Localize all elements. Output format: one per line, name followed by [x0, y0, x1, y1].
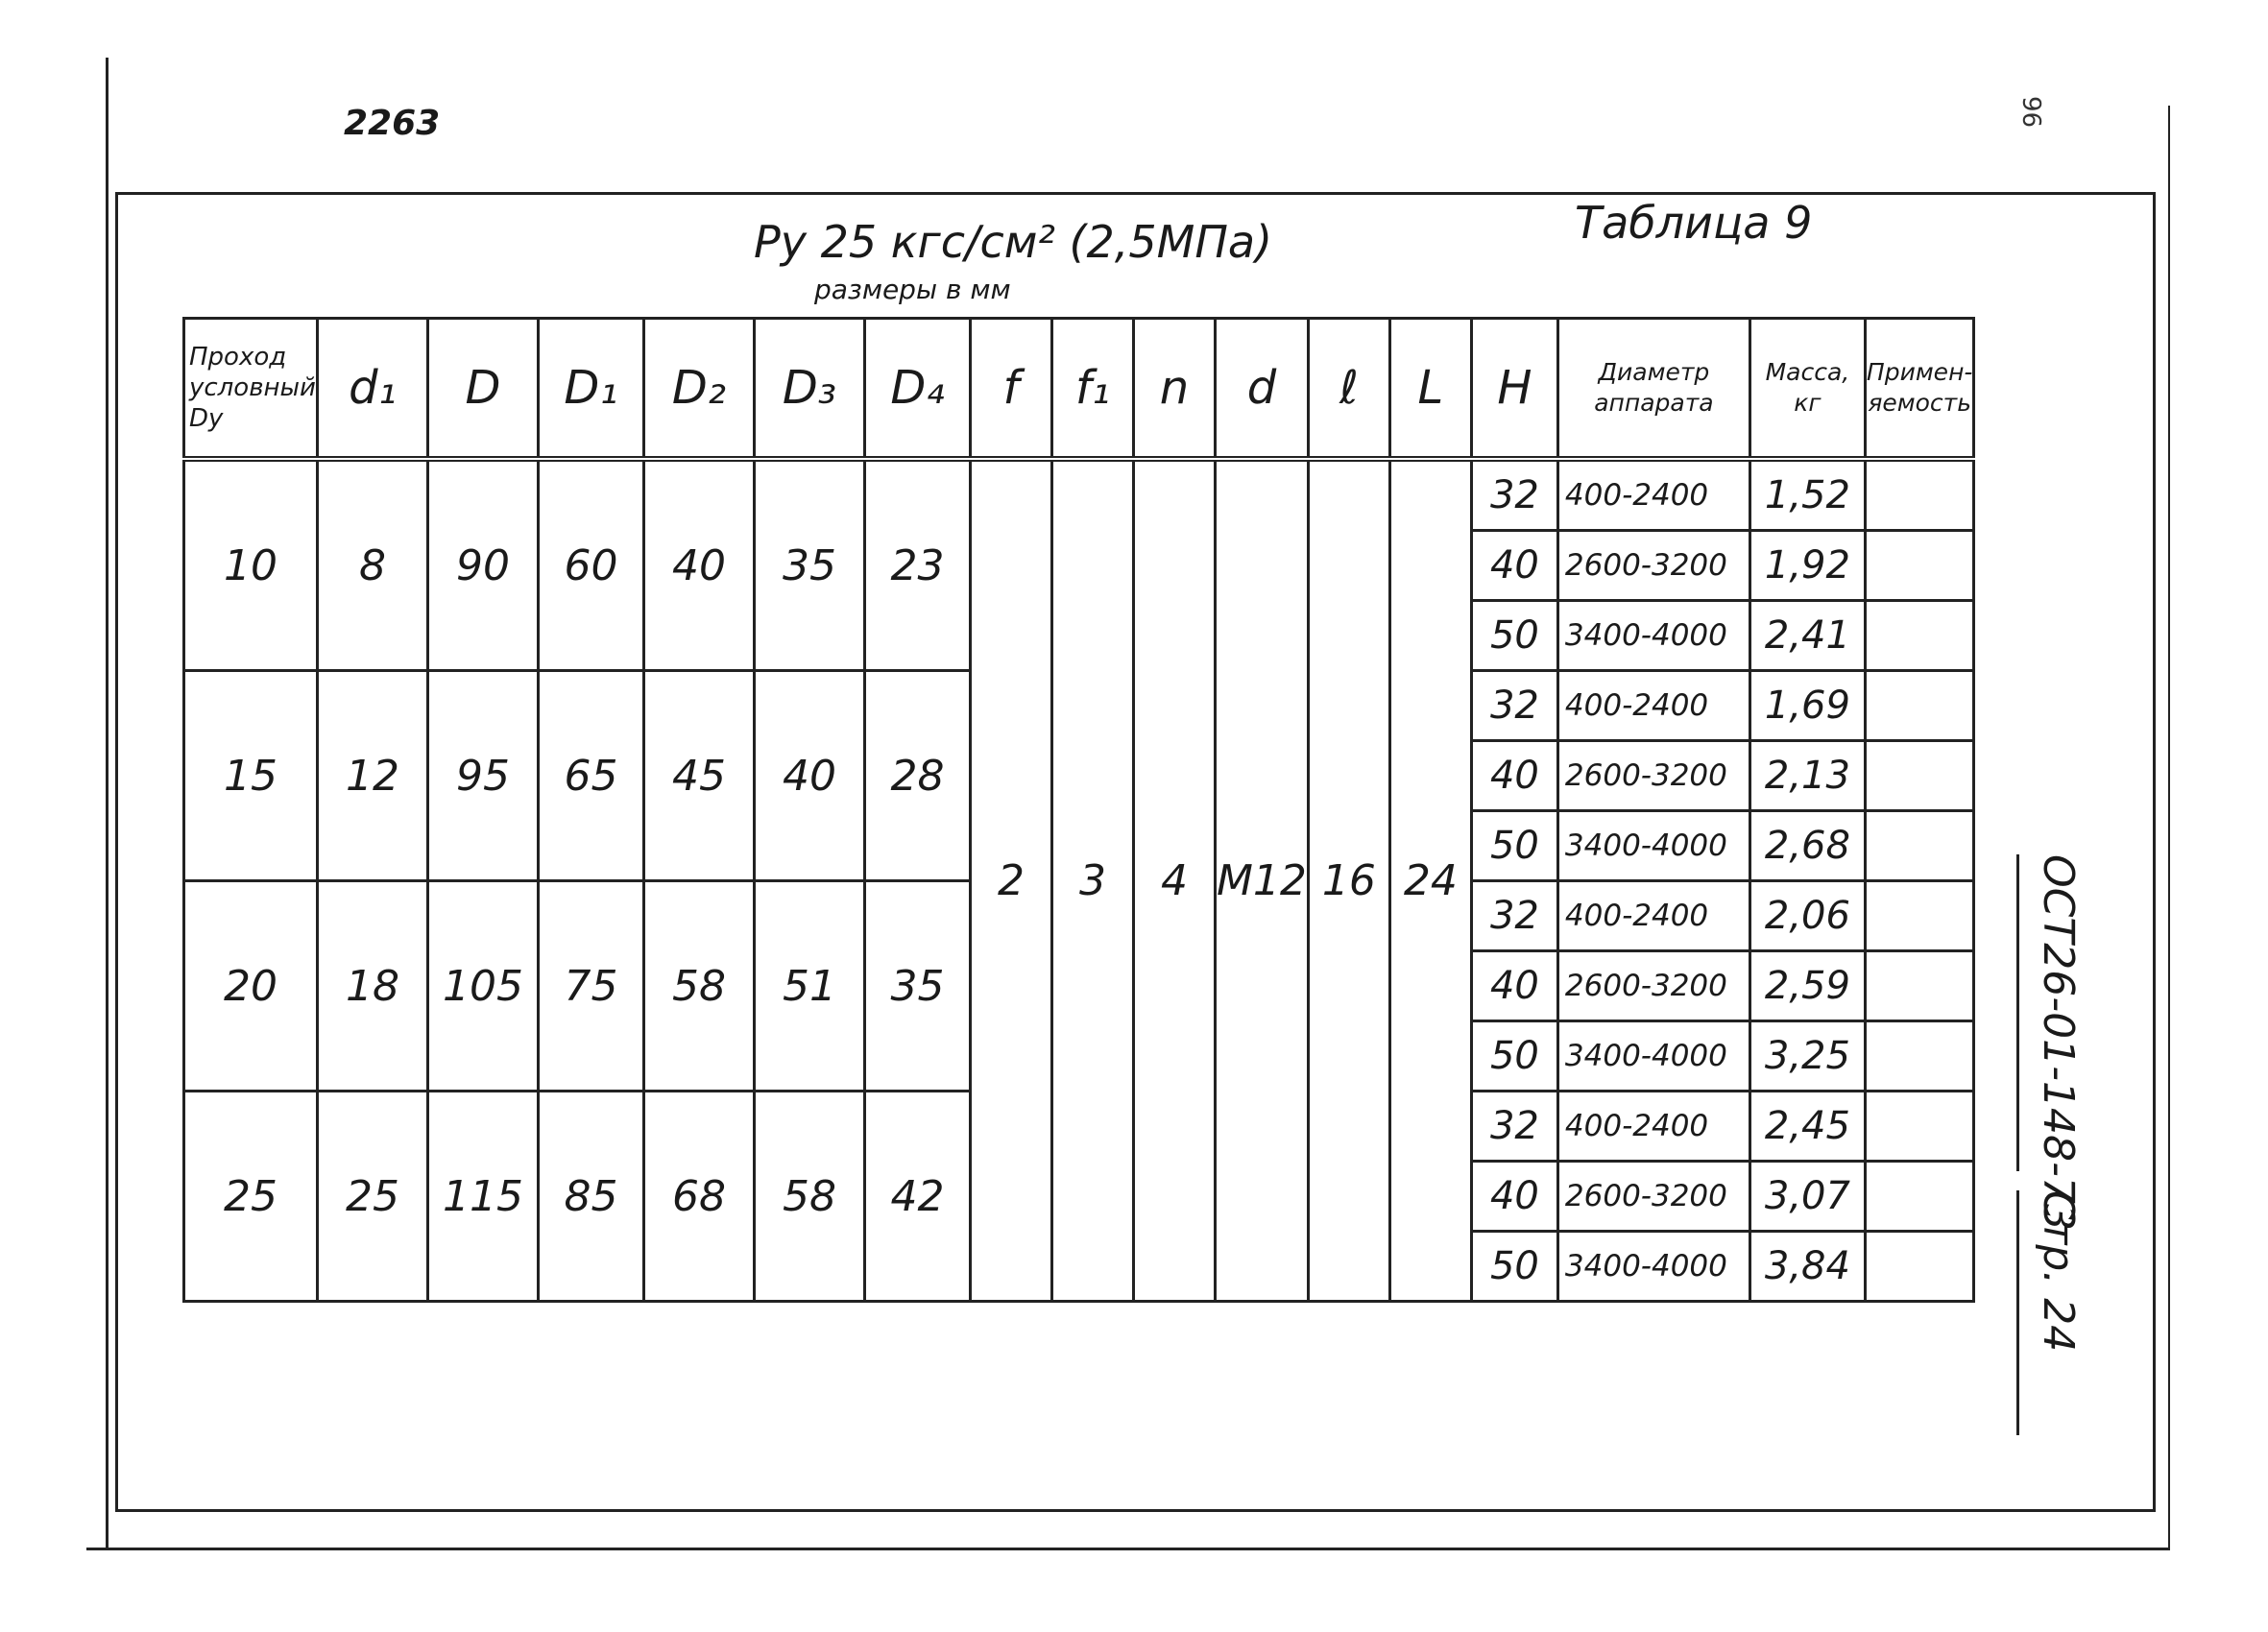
cell-D4: 35 — [864, 881, 970, 1092]
cell-D4: 42 — [864, 1092, 970, 1302]
cell-D4: 23 — [864, 459, 970, 671]
header-applicability: Применяемость — [1865, 319, 1974, 460]
cell-applicability — [1865, 1162, 1974, 1232]
cell-mass: 3,25 — [1749, 1021, 1865, 1092]
header-diameter: Диаметр аппарата — [1557, 319, 1749, 460]
cell-D1: 85 — [538, 1092, 643, 1302]
cell-d1: 8 — [317, 459, 427, 671]
cell-D1: 65 — [538, 671, 643, 881]
header-d1: d₁ — [317, 319, 427, 460]
header-mass: Масса, кг — [1749, 319, 1865, 460]
cell-f: 2 — [970, 459, 1051, 1302]
cell-dy: 20 — [184, 881, 318, 1092]
cell-D: 105 — [427, 881, 538, 1092]
cell-D2: 45 — [643, 671, 754, 881]
cell-mass: 2,13 — [1749, 741, 1865, 811]
header-D1: D₁ — [538, 319, 643, 460]
cell-H: 40 — [1471, 1162, 1557, 1232]
cell-diameter: 2600-3200 — [1557, 1162, 1749, 1232]
cell-H: 32 — [1471, 881, 1557, 951]
cell-D1: 75 — [538, 881, 643, 1092]
cell-mass: 1,52 — [1749, 459, 1865, 531]
cell-applicability — [1865, 1092, 1974, 1162]
pressure-title: Py 25 кгс/см² (2,5МПа) — [754, 216, 1273, 268]
header-H: H — [1471, 319, 1557, 460]
cell-applicability — [1865, 951, 1974, 1021]
header-D3: D₃ — [754, 319, 864, 460]
cell-diameter: 3400-4000 — [1557, 811, 1749, 881]
header-L: L — [1389, 319, 1471, 460]
cell-mass: 2,59 — [1749, 951, 1865, 1021]
right-margin-line — [2168, 106, 2170, 1550]
cell-H: 50 — [1471, 1232, 1557, 1302]
cell-dy: 25 — [184, 1092, 318, 1302]
page-code: 2263 — [344, 104, 441, 143]
cell-D1: 60 — [538, 459, 643, 671]
header-D2: D₂ — [643, 319, 754, 460]
header-D4: D₄ — [864, 319, 970, 460]
cell-diameter: 2600-3200 — [1557, 741, 1749, 811]
header-D: D — [427, 319, 538, 460]
cell-D: 115 — [427, 1092, 538, 1302]
cell-H: 32 — [1471, 1092, 1557, 1162]
left-margin-line — [106, 58, 109, 1550]
cell-H: 32 — [1471, 459, 1557, 531]
cell-D2: 40 — [643, 459, 754, 671]
cell-D: 95 — [427, 671, 538, 881]
cell-diameter: 400-2400 — [1557, 671, 1749, 741]
cell-applicability — [1865, 459, 1974, 531]
bottom-margin-line — [86, 1548, 2170, 1550]
cell-D4: 28 — [864, 671, 970, 881]
header-n: n — [1133, 319, 1215, 460]
table-header-row — [184, 319, 1974, 460]
page-label: Стр. 24 — [2034, 1190, 2083, 1353]
cell-n: 4 — [1133, 459, 1215, 1302]
page-label-underline — [2016, 1190, 2019, 1435]
header-d: d — [1215, 319, 1308, 460]
cell-applicability — [1865, 1232, 1974, 1302]
cell-diameter: 400-2400 — [1557, 459, 1749, 531]
cell-applicability — [1865, 671, 1974, 741]
cell-dy: 10 — [184, 459, 318, 671]
cell-diameter: 2600-3200 — [1557, 531, 1749, 601]
cell-H: 32 — [1471, 671, 1557, 741]
cell-D3: 51 — [754, 881, 864, 1092]
cell-d1: 12 — [317, 671, 427, 881]
cell-f1: 3 — [1051, 459, 1133, 1302]
cell-applicability — [1865, 601, 1974, 671]
cell-mass: 2,68 — [1749, 811, 1865, 881]
cell-applicability — [1865, 811, 1974, 881]
header-l: ℓ — [1308, 319, 1389, 460]
cell-mass: 3,07 — [1749, 1162, 1865, 1232]
document-number-underline — [2016, 854, 2019, 1171]
cell-D3: 58 — [754, 1092, 864, 1302]
units-note: размеры в мм — [814, 274, 1011, 305]
cell-H: 40 — [1471, 531, 1557, 601]
cell-H: 40 — [1471, 951, 1557, 1021]
cell-mass: 2,06 — [1749, 881, 1865, 951]
cell-diameter: 3400-4000 — [1557, 1232, 1749, 1302]
cell-D3: 35 — [754, 459, 864, 671]
cell-H: 40 — [1471, 741, 1557, 811]
header-f: f — [970, 319, 1051, 460]
cell-dy: 15 — [184, 671, 318, 881]
cell-H: 50 — [1471, 811, 1557, 881]
corner-mark: 96 — [2016, 96, 2045, 129]
spec-table — [182, 317, 1975, 1303]
cell-diameter: 400-2400 — [1557, 881, 1749, 951]
table-caption: Таблица 9 — [1575, 197, 1813, 249]
cell-applicability — [1865, 741, 1974, 811]
cell-diameter: 3400-4000 — [1557, 601, 1749, 671]
document-number: ОСТ26-01-148-73 — [2034, 854, 2083, 1231]
cell-mass: 2,41 — [1749, 601, 1865, 671]
cell-mass: 1,69 — [1749, 671, 1865, 741]
cell-D: 90 — [427, 459, 538, 671]
header-dy: Проход условный Dy — [184, 319, 318, 460]
cell-applicability — [1865, 881, 1974, 951]
cell-applicability — [1865, 531, 1974, 601]
cell-H: 50 — [1471, 1021, 1557, 1092]
cell-d1: 25 — [317, 1092, 427, 1302]
cell-mass: 1,92 — [1749, 531, 1865, 601]
cell-D3: 40 — [754, 671, 864, 881]
header-f1: f₁ — [1051, 319, 1133, 460]
cell-mass: 3,84 — [1749, 1232, 1865, 1302]
cell-applicability — [1865, 1021, 1974, 1092]
cell-D2: 68 — [643, 1092, 754, 1302]
cell-diameter: 2600-3200 — [1557, 951, 1749, 1021]
cell-L: 24 — [1389, 459, 1471, 1302]
cell-D2: 58 — [643, 881, 754, 1092]
cell-diameter: 400-2400 — [1557, 1092, 1749, 1162]
cell-d1: 18 — [317, 881, 427, 1092]
cell-d: М12 — [1215, 459, 1308, 1302]
cell-H: 50 — [1471, 601, 1557, 671]
cell-mass: 2,45 — [1749, 1092, 1865, 1162]
table-row — [184, 459, 1974, 531]
cell-l: 16 — [1308, 459, 1389, 1302]
cell-diameter: 3400-4000 — [1557, 1021, 1749, 1092]
